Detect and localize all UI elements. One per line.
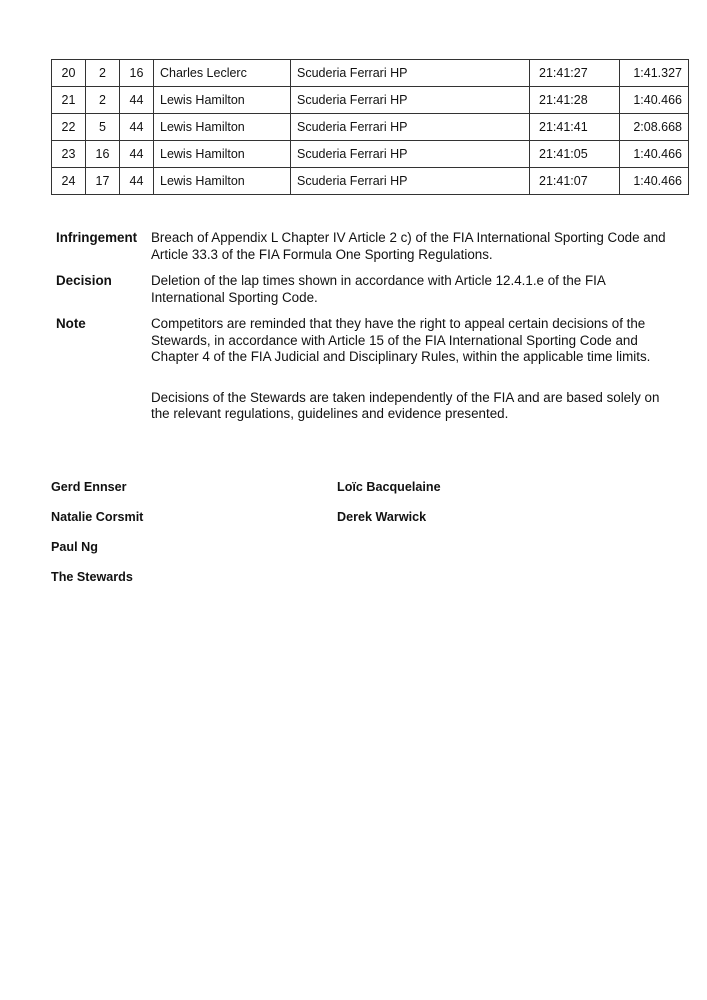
lap-time: 2:08.668 [620,114,689,141]
turn-number: 5 [86,114,120,141]
driver-name: Charles Leclerc [154,60,291,87]
steward-name: Gerd Ennser [51,480,127,494]
table-row [52,60,689,87]
car-number: 16 [120,60,154,87]
car-number: 44 [120,141,154,168]
infringement-section [56,230,666,263]
lap-number: 20 [52,60,86,87]
driver-name: Lewis Hamilton [154,168,291,195]
driver-name: Lewis Hamilton [154,87,291,114]
team-name: Scuderia Ferrari HP [291,114,530,141]
car-number: 44 [120,87,154,114]
time-of-day: 21:41:05 [530,141,620,168]
lap-number: 23 [52,141,86,168]
steward-name: Paul Ng [51,540,98,554]
time-of-day: 21:41:27 [530,60,620,87]
decision-text: Deletion of the lap times shown in accordance with Article 12.4.1.e of the FIA International Sporting Code. [151,273,606,305]
lap-number: 21 [52,87,86,114]
driver-name: Lewis Hamilton [154,141,291,168]
stewards-decision [56,230,666,433]
team-name: Scuderia Ferrari HP [291,141,530,168]
infringement-label: Infringement [56,230,138,245]
team-name: Scuderia Ferrari HP [291,87,530,114]
car-number: 44 [120,114,154,141]
decision-section [56,273,666,306]
lap-number: 22 [52,114,86,141]
lap-time: 1:40.466 [620,87,689,114]
turn-number: 16 [86,141,120,168]
turn-number: 2 [86,87,120,114]
steward-name: Loïc Bacquelaine [337,480,441,494]
note-label: Note [56,316,86,331]
time-of-day: 21:41:41 [530,114,620,141]
turn-number: 17 [86,168,120,195]
team-name: Scuderia Ferrari HP [291,168,530,195]
lap-time: 1:40.466 [620,141,689,168]
stewards-signature: The Stewards [51,570,133,584]
table-row [52,114,689,141]
note-section [56,316,666,423]
steward-name: Natalie Corsmit [51,510,144,524]
time-of-day: 21:41:28 [530,87,620,114]
team-name: Scuderia Ferrari HP [291,60,530,87]
note-appeal-text: Competitors are reminded that they have the right to appeal certain decisions of the Stewards, in accordance with Article 15 of the FIA International Sporting Code and Chapter 4 of the FIA Judicial and Disciplinary Rules, within the applicable time limits. [151,316,651,364]
table-row [52,168,689,195]
note-independence-text: Decisions of the Stewards are taken independently of the FIA and are based solely on the relevant regulations, guidelines and evidence presented. [151,389,660,421]
deleted-laps-table [51,59,689,195]
infringement-text: Breach of Appendix L Chapter IV Article 2 c) of the FIA International Sporting Code and Article 33.3 of the FIA Formula One Sporting Regulations. [151,230,666,262]
car-number: 44 [120,168,154,195]
decision-label: Decision [56,273,112,288]
lap-number: 24 [52,168,86,195]
lap-time: 1:40.466 [620,168,689,195]
lap-time: 1:41.327 [620,60,689,87]
turn-number: 2 [86,60,120,87]
table-row [52,141,689,168]
table-row [52,87,689,114]
driver-name: Lewis Hamilton [154,114,291,141]
steward-name: Derek Warwick [337,510,427,524]
time-of-day: 21:41:07 [530,168,620,195]
